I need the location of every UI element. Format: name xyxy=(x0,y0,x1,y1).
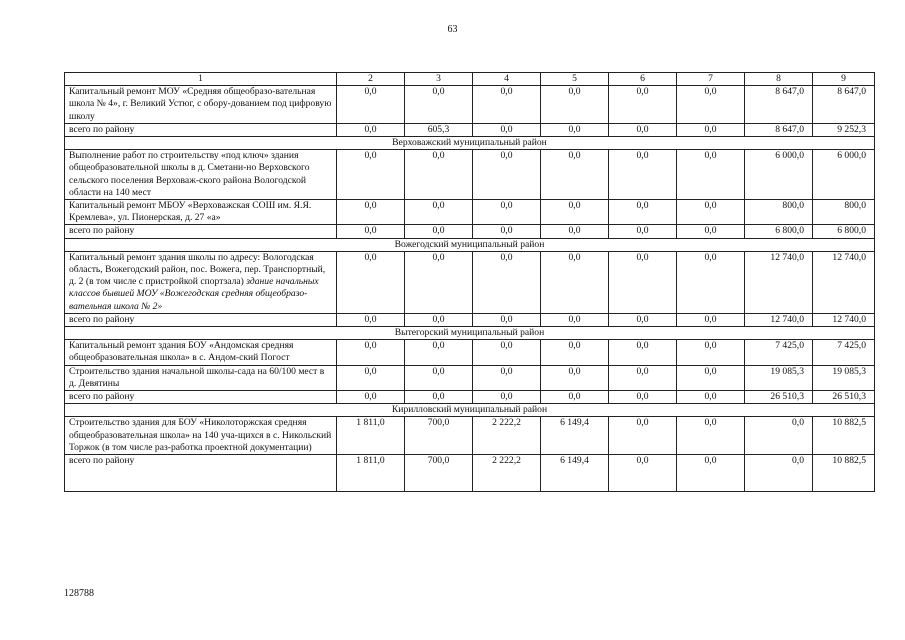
district-header-row xyxy=(65,238,875,251)
project-description xyxy=(65,150,337,200)
value-cell-col-4: 2 222,2 xyxy=(473,417,541,455)
project-description xyxy=(65,340,337,365)
district-total-row xyxy=(65,391,875,404)
value-cell-col-9: 19 085,3 xyxy=(813,365,875,390)
description-text: всего по району xyxy=(69,313,135,325)
column-header-5: 5 xyxy=(541,73,609,86)
value-cell-col-9: 26 510,3 xyxy=(813,391,875,404)
value-cell-col-2: 0,0 xyxy=(337,391,405,404)
table-body xyxy=(65,86,875,492)
column-header-1: 1 xyxy=(65,73,337,86)
value-cell-col-8: 26 510,3 xyxy=(745,391,813,404)
value-cell-col-7: 0,0 xyxy=(677,313,745,326)
project-row xyxy=(65,417,875,455)
value-cell-col-5: 6 149,4 xyxy=(541,455,609,492)
project-description xyxy=(65,251,337,313)
value-cell-col-9: 6 000,0 xyxy=(813,150,875,200)
description-text: Строительство здания начальной школы-сада на 60/100 мест в д. Девятины xyxy=(69,365,325,389)
value-cell-col-3: 605,3 xyxy=(405,123,473,136)
value-cell-col-8: 19 085,3 xyxy=(745,365,813,390)
value-cell-col-2: 0,0 xyxy=(337,340,405,365)
value-cell-col-7: 0,0 xyxy=(677,391,745,404)
total-label xyxy=(65,225,337,238)
value-cell-col-6: 0,0 xyxy=(609,150,677,200)
value-cell-col-2: 0,0 xyxy=(337,200,405,225)
value-cell-col-7: 0,0 xyxy=(677,340,745,365)
budget-table xyxy=(64,72,875,492)
value-cell-col-6: 0,0 xyxy=(609,365,677,390)
total-label xyxy=(65,455,337,492)
description-text: всего по району xyxy=(69,225,135,237)
value-cell-col-3: 0,0 xyxy=(405,313,473,326)
value-cell-col-6: 0,0 xyxy=(609,455,677,492)
project-row xyxy=(65,340,875,365)
value-cell-col-9: 9 252,3 xyxy=(813,123,875,136)
value-cell-col-5: 0,0 xyxy=(541,225,609,238)
project-row xyxy=(65,365,875,390)
value-cell-col-2: 0,0 xyxy=(337,150,405,200)
value-cell-col-8: 12 740,0 xyxy=(745,313,813,326)
value-cell-col-8: 800,0 xyxy=(745,200,813,225)
value-cell-col-5: 0,0 xyxy=(541,313,609,326)
value-cell-col-9: 12 740,0 xyxy=(813,313,875,326)
value-cell-col-8: 7 425,0 xyxy=(745,340,813,365)
description-text: Капитальный ремонт здания БОУ «Андомская средняя общеобразовательная школа» в с. Андом-ский Погост xyxy=(69,340,294,364)
value-cell-col-5: 0,0 xyxy=(541,391,609,404)
project-row xyxy=(65,251,875,313)
value-cell-col-2: 0,0 xyxy=(337,123,405,136)
value-cell-col-9: 12 740,0 xyxy=(813,251,875,313)
column-header-9: 9 xyxy=(813,73,875,86)
description-text: Капитальный ремонт здания школы по адресу: Вологодская область, Вожегодский район, пос. Вожега, пер. Транспортный, д. 2 (в том числе с пристройкой спортзала) xyxy=(69,251,326,288)
value-cell-col-6: 0,0 xyxy=(609,417,677,455)
value-cell-col-8: 12 740,0 xyxy=(745,251,813,313)
value-cell-col-2: 0,0 xyxy=(337,225,405,238)
column-header-8: 8 xyxy=(745,73,813,86)
value-cell-col-7: 0,0 xyxy=(677,86,745,124)
column-header-7: 7 xyxy=(677,73,745,86)
total-label xyxy=(65,123,337,136)
value-cell-col-8: 8 647,0 xyxy=(745,86,813,124)
value-cell-col-8: 8 647,0 xyxy=(745,123,813,136)
value-cell-col-6: 0,0 xyxy=(609,313,677,326)
value-cell-col-8: 6 800,0 xyxy=(745,225,813,238)
column-header-2: 2 xyxy=(337,73,405,86)
district-header-row xyxy=(65,404,875,417)
value-cell-col-9: 6 800,0 xyxy=(813,225,875,238)
value-cell-col-3: 700,0 xyxy=(405,455,473,492)
value-cell-col-5: 0,0 xyxy=(541,150,609,200)
value-cell-col-9: 800,0 xyxy=(813,200,875,225)
value-cell-col-9: 10 882,5 xyxy=(813,455,875,492)
district-total-row xyxy=(65,225,875,238)
project-row xyxy=(65,150,875,200)
project-row xyxy=(65,86,875,124)
value-cell-col-4: 0,0 xyxy=(473,200,541,225)
column-header-3: 3 xyxy=(405,73,473,86)
value-cell-col-5: 0,0 xyxy=(541,200,609,225)
value-cell-col-4: 0,0 xyxy=(473,391,541,404)
value-cell-col-6: 0,0 xyxy=(609,200,677,225)
value-cell-col-3: 0,0 xyxy=(405,365,473,390)
table-header xyxy=(65,73,875,86)
value-cell-col-8: 0,0 xyxy=(745,417,813,455)
value-cell-col-8: 6 000,0 xyxy=(745,150,813,200)
project-description xyxy=(65,200,337,225)
district-name: Верховажский муниципальный район xyxy=(65,137,875,150)
value-cell-col-3: 0,0 xyxy=(405,391,473,404)
value-cell-col-4: 0,0 xyxy=(473,150,541,200)
value-cell-col-5: 0,0 xyxy=(541,251,609,313)
value-cell-col-3: 0,0 xyxy=(405,251,473,313)
value-cell-col-6: 0,0 xyxy=(609,391,677,404)
value-cell-col-2: 1 811,0 xyxy=(337,455,405,492)
value-cell-col-7: 0,0 xyxy=(677,123,745,136)
value-cell-col-2: 0,0 xyxy=(337,86,405,124)
project-description xyxy=(65,86,337,124)
column-header-4: 4 xyxy=(473,73,541,86)
value-cell-col-6: 0,0 xyxy=(609,340,677,365)
value-cell-col-4: 0,0 xyxy=(473,123,541,136)
value-cell-col-5: 0,0 xyxy=(541,86,609,124)
value-cell-col-2: 0,0 xyxy=(337,365,405,390)
total-label xyxy=(65,313,337,326)
value-cell-col-7: 0,0 xyxy=(677,150,745,200)
value-cell-col-8: 0,0 xyxy=(745,455,813,492)
value-cell-col-6: 0,0 xyxy=(609,251,677,313)
value-cell-col-5: 0,0 xyxy=(541,123,609,136)
total-label xyxy=(65,391,337,404)
value-cell-col-4: 0,0 xyxy=(473,251,541,313)
description-text: всего по району xyxy=(69,123,135,135)
value-cell-col-4: 0,0 xyxy=(473,313,541,326)
description-text: всего по району xyxy=(69,455,135,467)
value-cell-col-9: 7 425,0 xyxy=(813,340,875,365)
value-cell-col-4: 0,0 xyxy=(473,365,541,390)
value-cell-col-7: 0,0 xyxy=(677,365,745,390)
value-cell-col-5: 0,0 xyxy=(541,340,609,365)
district-total-row xyxy=(65,455,875,492)
value-cell-col-7: 0,0 xyxy=(677,251,745,313)
value-cell-col-2: 1 811,0 xyxy=(337,417,405,455)
value-cell-col-9: 8 647,0 xyxy=(813,86,875,124)
district-total-row xyxy=(65,313,875,326)
value-cell-col-2: 0,0 xyxy=(337,313,405,326)
description-text: Капитальный ремонт МОУ «Средняя общеобразо-вательная школа № 4», г. Великий Устюг, с обору-дованием под цифровую школу xyxy=(69,86,332,122)
document-code: 128788 xyxy=(64,588,94,599)
district-header-row xyxy=(65,137,875,150)
value-cell-col-4: 2 222,2 xyxy=(473,455,541,492)
value-cell-col-5: 0,0 xyxy=(541,365,609,390)
value-cell-col-3: 0,0 xyxy=(405,225,473,238)
value-cell-col-6: 0,0 xyxy=(609,225,677,238)
value-cell-col-9: 10 882,5 xyxy=(813,417,875,455)
page-number: 63 xyxy=(447,24,458,35)
value-cell-col-3: 0,0 xyxy=(405,340,473,365)
value-cell-col-7: 0,0 xyxy=(677,200,745,225)
value-cell-col-7: 0,0 xyxy=(677,455,745,492)
description-text: всего по району xyxy=(69,391,135,403)
district-name: Вытегорский муниципальный район xyxy=(65,327,875,340)
value-cell-col-3: 0,0 xyxy=(405,200,473,225)
value-cell-col-7: 0,0 xyxy=(677,225,745,238)
value-cell-col-3: 0,0 xyxy=(405,86,473,124)
description-italic-text: здание начальных классов бывшей МОУ «Вожегодская средняя общеобразо-вательная школа № 2» xyxy=(69,276,319,312)
description-text: Строительство здания для БОУ «Николоторжская средняя общеобразовательная школа» на 140 уча-щихся в с. Никольский Торжок (в том числе раз-работка проектной документации) xyxy=(69,417,332,453)
district-header-row xyxy=(65,327,875,340)
project-description xyxy=(65,417,337,455)
column-header-6: 6 xyxy=(609,73,677,86)
description-text: Выполнение работ по строительству «под ключ» здания общеобразовательной школы в д. Сметани-но Верховского сельского поселения Верховаж-ского района Вологодской области на 140 мест xyxy=(69,150,310,198)
value-cell-col-3: 0,0 xyxy=(405,150,473,200)
value-cell-col-4: 0,0 xyxy=(473,86,541,124)
value-cell-col-6: 0,0 xyxy=(609,86,677,124)
value-cell-col-7: 0,0 xyxy=(677,417,745,455)
district-name: Кирилловский муниципальный район xyxy=(65,404,875,417)
value-cell-col-4: 0,0 xyxy=(473,340,541,365)
project-row xyxy=(65,200,875,225)
value-cell-col-6: 0,0 xyxy=(609,123,677,136)
district-name: Вожегодский муниципальный район xyxy=(65,238,875,251)
value-cell-col-3: 700,0 xyxy=(405,417,473,455)
value-cell-col-4: 0,0 xyxy=(473,225,541,238)
description-text: Капитальный ремонт МБОУ «Верховажская СОШ им. Я.Я. Кремлева», ул. Пионерская, д. 27 «а» xyxy=(69,200,312,224)
header-row xyxy=(65,73,875,86)
value-cell-col-5: 6 149,4 xyxy=(541,417,609,455)
project-description xyxy=(65,365,337,390)
district-total-row xyxy=(65,123,875,136)
value-cell-col-2: 0,0 xyxy=(337,251,405,313)
